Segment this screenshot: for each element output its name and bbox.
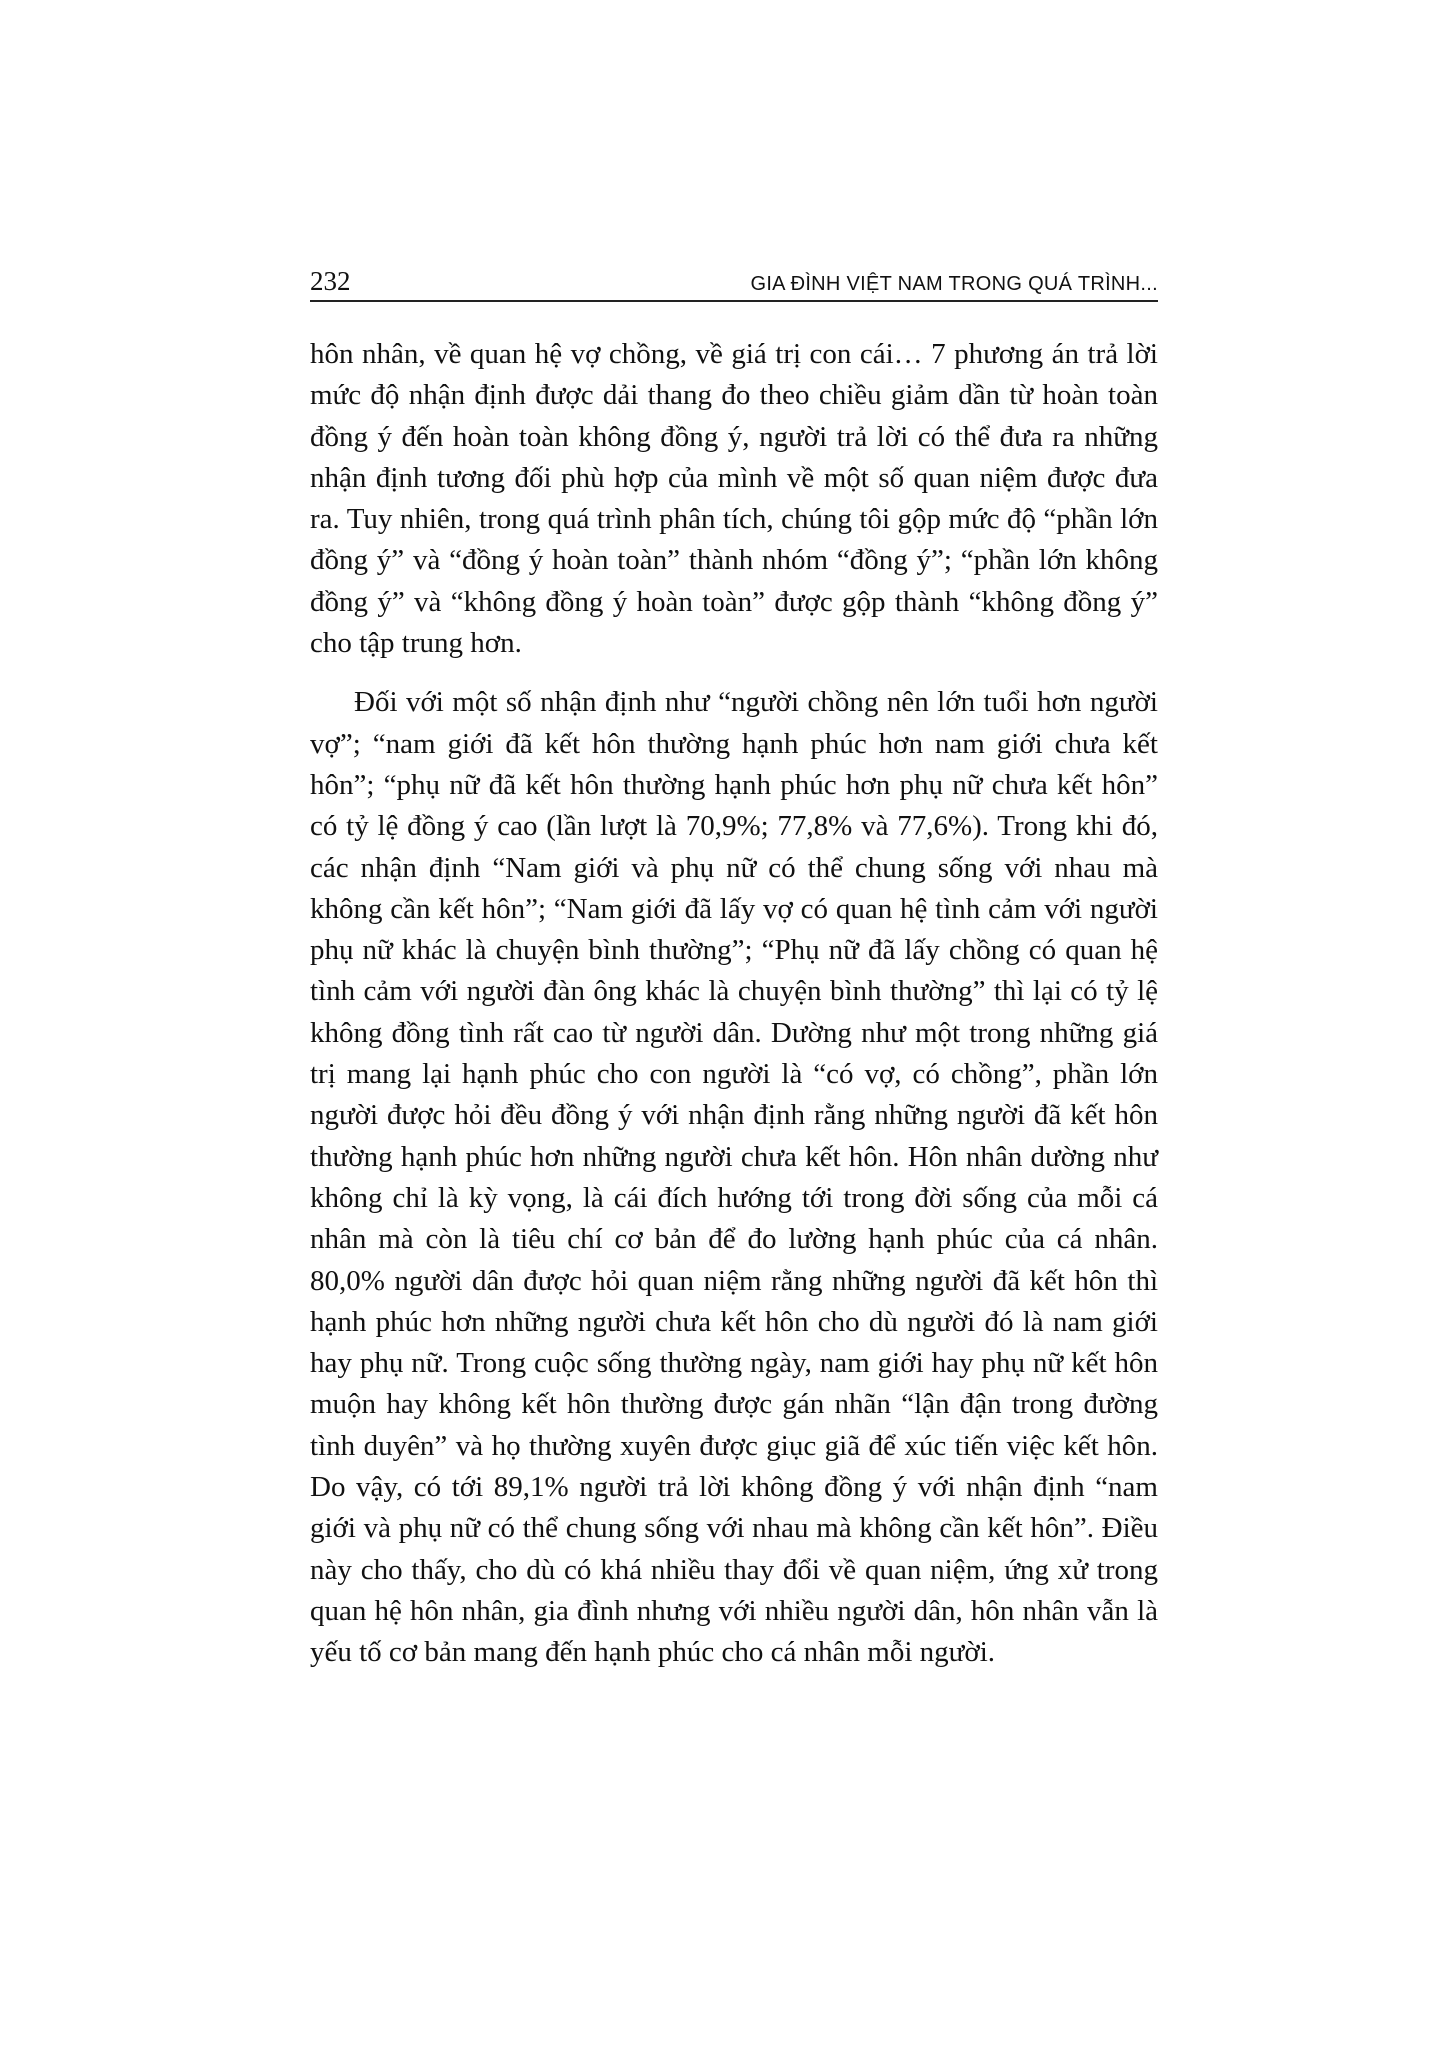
running-header — [310, 262, 1158, 302]
page-number: 232 — [310, 266, 351, 296]
body-text — [310, 334, 1158, 1674]
book-page — [310, 262, 1158, 1674]
paragraph-continued: hôn nhân, về quan hệ vợ chồng, về giá trị con cái… 7 phương án trả lời mức độ nhận định được dải thang đo theo chiều giảm dần từ hoàn toàn đồng ý đến hoàn toàn không đồng ý, người trả lời có thể đưa ra những nhận định tương đối phù hợp của mình về một số quan niệm được đưa ra. Tuy nhiên, trong quá trình phân tích, chúng tôi gộp mức độ “phần lớn đồng ý” và “đồng ý hoàn toàn” thành nhóm “đồng ý”; “phần lớn không đồng ý” và “không đồng ý hoàn toàn” được gộp thành “không đồng ý” cho tập trung hơn. — [310, 338, 1158, 660]
running-title: GIA ĐÌNH VIỆT NAM TRONG QUÁ TRÌNH... — [750, 273, 1158, 295]
paragraph: Đối với một số nhận định như “người chồng nên lớn tuổi hơn người vợ”; “nam giới đã kết hôn thường hạnh phúc hơn nam giới chưa kết hôn”; “phụ nữ đã kết hôn thường hạnh phúc hơn phụ nữ chưa kết hôn” có tỷ lệ đồng ý cao (lần lượt là 70,9%; 77,8% và 77,6%). Trong khi đó, các nhận định “Nam giới và phụ nữ có thể chung sống với nhau mà không cần kết hôn”; “Nam giới đã lấy vợ có quan hệ tình cảm với người phụ nữ khác là chuyện bình thường”; “Phụ nữ đã lấy chồng có quan hệ tình cảm với người đàn ông khác là chuyện bình thường” thì lại có tỷ lệ không đồng tình rất cao từ người dân. Dường như một trong những giá trị mang lại hạnh phúc cho con người là “có vợ, có chồng”, phần lớn người được hỏi đều đồng ý với nhận định rằng những người đã kết hôn thường hạnh phúc hơn những người chưa kết hôn. Hôn nhân dường như không chỉ là kỳ vọng, là cái đích hướng tới trong đời sống của mỗi cá nhân mà còn là tiêu chí cơ bản để đo lường hạnh phúc của cá nhân. 80,0% người dân được hỏi quan niệm rằng những người đã kết hôn thì hạnh phúc hơn những người chưa kết hôn cho dù người đó là nam giới hay phụ nữ. Trong cuộc sống thường ngày, nam giới hay phụ nữ kết hôn muộn hay không kết hôn thường được gán nhãn “lận đận trong đường tình duyên” và họ thường xuyên được giục giã để xúc tiến việc kết hôn. Do vậy, có tới 89,1% người trả lời không đồng ý với nhận định “nam giới và phụ nữ có thể chung sống với nhau mà không cần kết hôn”. Điều này cho thấy, cho dù có khá nhiều thay đổi về quan niệm, ứng xử trong quan hệ hôn nhân, gia đình nhưng với nhiều người dân, hôn nhân vẫn là yếu tố cơ bản mang đến hạnh phúc cho cá nhân mỗi người. — [310, 686, 1158, 1669]
